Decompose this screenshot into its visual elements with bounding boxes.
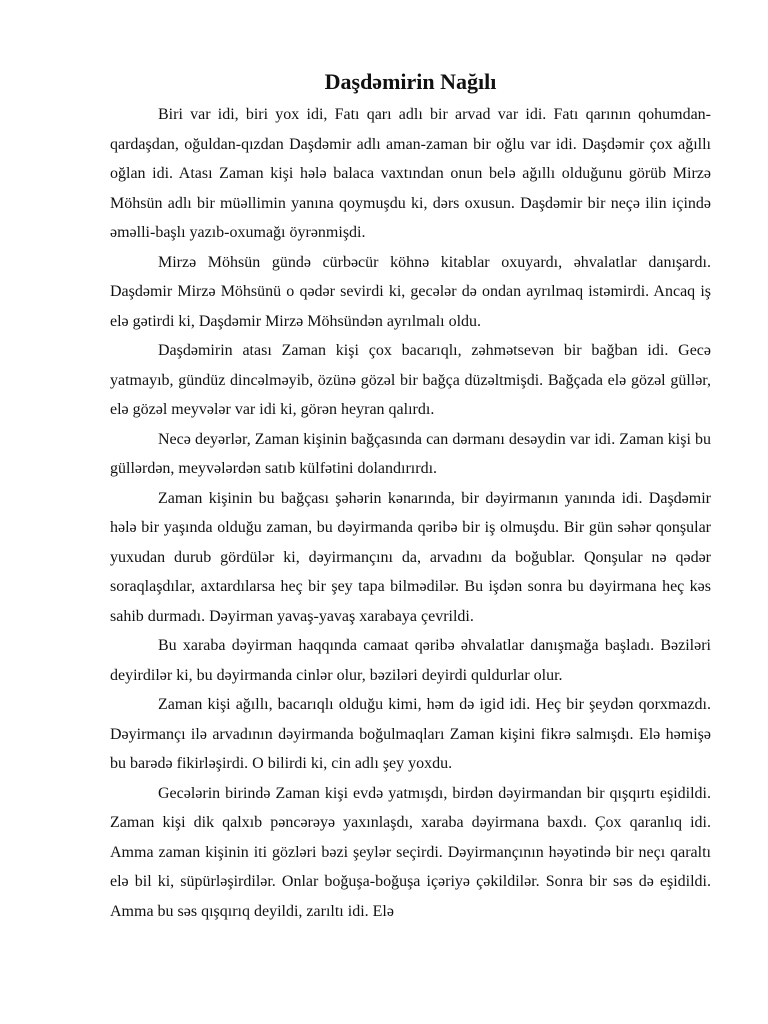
paragraph-4: Necə deyərlər, Zaman kişinin bağçasında can dərmanı desəydin var idi. Zaman kişi bu güllərdən, meyvələrdən satıb külfətini dolandırırdı. [110, 430, 711, 477]
paragraph-3: Daşdəmirin atası Zaman kişi çox bacarıqlı, zəhmətsevən bir bağban idi. Gecə yatmayıb, gündüz dincəlməyib, özünə gözəl bir bağça düzəltmişdi. Bağçada elə gözəl güllər, elə gözəl meyvələr var idi ki, görən heyran qalırdı. [110, 342, 711, 418]
paragraph-7: Zaman kişi ağıllı, bacarıqlı olduğu kimi, həm də igid idi. Heç bir şeydən qorxmazdı. Dəyirmançı ilə arvadının dəyirmanda boğulmaqları Zaman kişini fikrə salmışdı. Elə həmişə bu barədə fikirləşirdi. O bilirdi ki, cin adlı şey yoxdu. [110, 696, 711, 772]
paragraph-1: Biri var idi, biri yox idi, Fatı qarı adlı bir arvad var idi. Fatı qarının qohumdan-qardaşdan, oğuldan-qızdan Daşdəmir adlı aman-zaman bir oğlu var idi. Daşdəmir çox ağıllı oğlan idi. Atası Zaman kişi hələ balaca vaxtından onun belə ağıllı olduğunu görüb Mirzə Möhsün adlı bir müəllimin yanına qoymuşdu ki, dərs oxusun. Daşdəmir bir neçə ilin içində əməlli-başlı yazıb-oxumağı öyrənmişdi. [110, 106, 711, 241]
document-title: Daşdəmirin Nağılı [324, 69, 497, 94]
paragraph-5: Zaman kişinin bu bağçası şəhərin kənarında, bir dəyirmanın yanında idi. Daşdəmir hələ bir yaşında olduğu zaman, bu dəyirmanda qəribə bir iş olmuşdu. Bir gün səhər qonşular yuxudan durub gördülər ki, dəyirmançını da, arvadını da boğublar. Qonşular nə qədər soraqlaşdılar, axtardılarsa heç bir şey tapa bilmədilər. Bu işdən sonra bu dəyirmana heç kəs sahib durmadı. Dəyirman yavaş-yavaş xarabaya çevrildi. [110, 489, 711, 625]
paragraph-6: Bu xaraba dəyirman haqqında camaat qəribə əhvalatlar danışmağa başladı. Bəziləri deyirdilər ki, bu dəyirmanda cinlər olur, bəziləri deyirdi quldurlar olur. [110, 637, 711, 684]
paragraph-2: Mirzə Möhsün gündə cürbəcür köhnə kitablar oxuyardı, əhvalatlar danışardı. Daşdəmir Mirzə Möhsünü o qədər sevirdi ki, gecələr də ondan ayrılmaq istəmirdi. Ancaq iş elə gətirdi ki, Daşdəmir Mirzə Möhsündən ayrılmalı oldu. [110, 253, 711, 330]
paragraph-8: Gecələrin birində Zaman kişi evdə yatmışdı, birdən dəyirmandan bir qışqırtı eşidildi. Zaman kişi dik qalxıb pəncərəyə yaxınlaşdı, xaraba dəyirmana baxdı. Çox qaranlıq idi. Amma zaman kişinin iti gözləri bəzi şeylər seçirdi. Dəyirmançının həyətində bir neçı qaraltı elə bil ki, süpürləşirdilər. Onlar boğuşa-boğuşa içəriyə çəkildilər. Sonra bir səs də eşidildi. Amma bu səs qışqırıq deyildi, zarıltı idi. Elə [110, 784, 711, 920]
